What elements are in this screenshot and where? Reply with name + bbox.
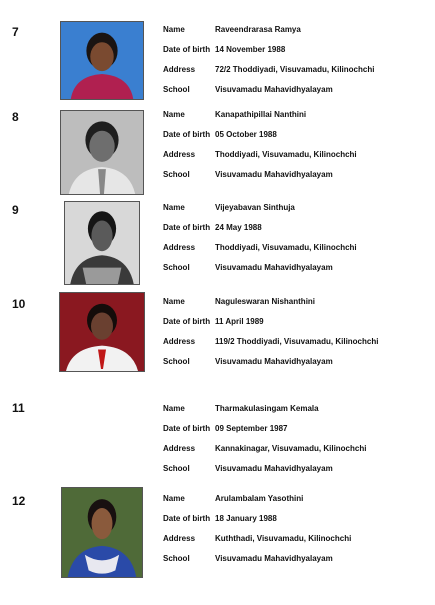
dob-label: Date of birth <box>163 514 211 523</box>
school-label: School <box>163 170 190 179</box>
school-value: Visuvamadu Mahavidhyalayam <box>215 554 333 563</box>
name-value: Tharmakulasingam Kemala <box>215 404 319 413</box>
school-value: Visuvamadu Mahavidhyalayam <box>215 85 333 94</box>
portrait-image <box>62 488 142 577</box>
dob-value: 11 April 1989 <box>215 317 264 326</box>
address-label: Address <box>163 65 196 74</box>
name-value: Naguleswaran Nishanthini <box>215 297 316 306</box>
name-value: Kanapathipillai Nanthini <box>215 110 307 119</box>
name-label: Name <box>163 25 185 34</box>
name-value: Vijeyabavan Sinthuja <box>215 203 295 212</box>
entry-number: 9 <box>12 203 19 217</box>
entry-number: 12 <box>12 494 26 508</box>
name-label: Name <box>163 494 185 503</box>
address-value: 72/2 Thoddiyadi, Visuvamadu, Kilinochchi <box>215 65 375 74</box>
school-label: School <box>163 263 190 272</box>
dob-value: 18 January 1988 <box>215 514 277 523</box>
address-value: Kuththadi, Visuvamadu, Kilinochchi <box>215 534 352 543</box>
name-value: Raveendrarasa Ramya <box>215 25 301 34</box>
address-label: Address <box>163 337 196 346</box>
dob-value: 05 October 1988 <box>215 130 277 139</box>
entry-number: 7 <box>12 25 19 39</box>
name-label: Name <box>163 203 185 212</box>
dob-value: 14 November 1988 <box>215 45 286 54</box>
school-value: Visuvamadu Mahavidhyalayam <box>215 464 333 473</box>
dob-label: Date of birth <box>163 424 211 433</box>
address-value: Thoddiyadi, Visuvamadu, Kilinochchi <box>215 243 357 252</box>
portrait-photo <box>59 292 145 372</box>
dob-label: Date of birth <box>163 130 211 139</box>
address-value: Thoddiyadi, Visuvamadu, Kilinochchi <box>215 150 357 159</box>
name-label: Name <box>163 297 185 306</box>
school-value: Visuvamadu Mahavidhyalayam <box>215 357 333 366</box>
school-label: School <box>163 554 190 563</box>
address-label: Address <box>163 534 196 543</box>
dob-value: 24 May 1988 <box>215 223 262 232</box>
name-value: Arulambalam Yasothini <box>215 494 304 503</box>
address-label: Address <box>163 444 196 453</box>
school-label: School <box>163 357 190 366</box>
school-label: School <box>163 464 190 473</box>
school-value: Visuvamadu Mahavidhyalayam <box>215 170 333 179</box>
address-label: Address <box>163 150 196 159</box>
portrait-photo <box>60 110 144 195</box>
school-value: Visuvamadu Mahavidhyalayam <box>215 263 333 272</box>
entry-number: 11 <box>12 401 25 415</box>
portrait-photo <box>64 201 140 285</box>
address-label: Address <box>163 243 196 252</box>
dob-label: Date of birth <box>163 317 211 326</box>
portrait-photo <box>61 487 143 578</box>
portrait-image <box>61 111 143 194</box>
portrait-image <box>65 202 139 284</box>
portrait-photo <box>60 21 144 100</box>
entry-number: 8 <box>12 110 19 124</box>
address-value: Kannakinagar, Visuvamadu, Kilinochchi <box>215 444 367 453</box>
school-label: School <box>163 85 190 94</box>
name-label: Name <box>163 404 185 413</box>
entry-number: 10 <box>12 297 26 311</box>
dob-label: Date of birth <box>163 45 211 54</box>
portrait-image <box>60 293 144 371</box>
name-label: Name <box>163 110 185 119</box>
dob-value: 09 September 1987 <box>215 424 288 433</box>
address-value: 119/2 Thoddiyadi, Visuvamadu, Kilinochchi <box>215 337 379 346</box>
portrait-image <box>61 22 143 99</box>
dob-label: Date of birth <box>163 223 211 232</box>
